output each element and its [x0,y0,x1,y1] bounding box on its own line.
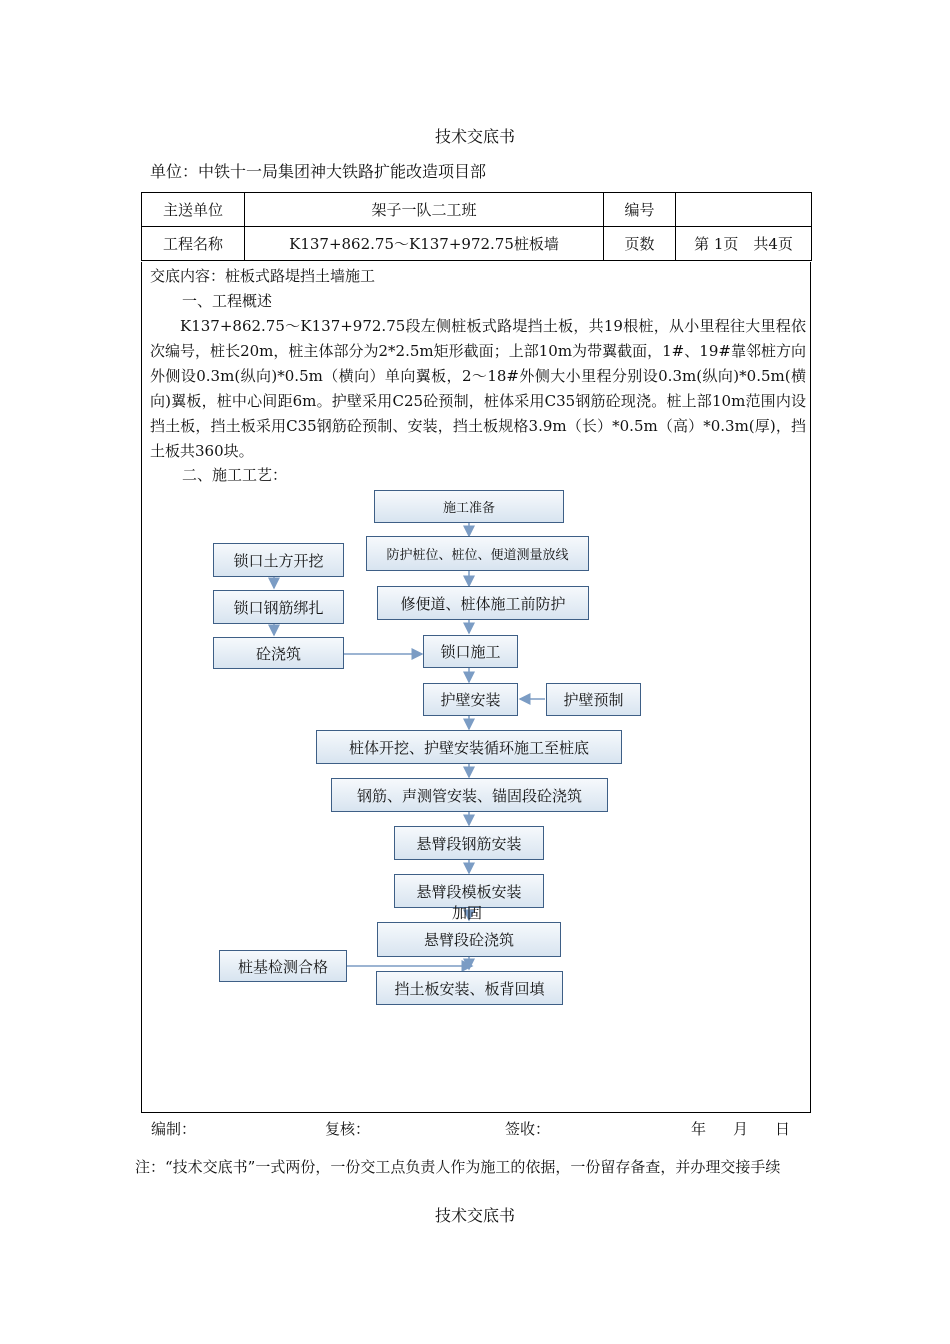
footer-year: 年 [691,1120,707,1138]
pages-value: 第 1页 共4页 [676,227,812,261]
flow-cant-rebar: 悬臂段钢筋安装 [394,826,544,860]
flow-wall-precast: 护壁预制 [546,683,641,716]
flow-lock-earth: 锁口土方开挖 [213,543,344,577]
flow-excavate: 桩体开挖、护壁安装循环施工至桩底 [316,730,622,764]
flow-overflow-text: 加固 [452,904,483,922]
flow-board: 挡土板安装、板背回填 [376,971,563,1005]
send-unit-label: 主送单位 [142,193,245,227]
footer-month: 月 [733,1120,749,1138]
document-note: 注：“技术交底书”一式两份，一份交工点负责人作为施工的依据，一份留存备查，并办理交接手续 [135,1158,781,1176]
number-label: 编号 [604,193,676,227]
overview-paragraph: K137+862.75～K137+972.75段左侧桩板式路堤挡土板，共19根桩，从小里程往大里程依次编号，桩长20m，桩主体部分为2*2.5m矩形截面；上部10m为带翼截面，1#、19#靠邻桩方向外侧设0.3m(纵向)*0.5m（横向）单向翼板，2～18#外侧大小里程分别设0.3m(纵向)*0.5m(横向)翼板，桩中心间距6m。护壁采用C25砼预制，桩体采用C35钢筋砼现浇。桩上部10m范围内设挡土板，挡土板采用C35钢筋砼预制、安装，挡土板规格3.9m（长）*0.5m（高）*0.3m(厚)，挡土板共360块。 [150,317,806,460]
project-value: K137+862.75～K137+972.75桩板墙 [245,227,604,261]
unit-line: 单位：中铁十一局集团神大铁路扩能改造项目部 [150,162,487,181]
flow-cant-concrete: 悬臂段砼浇筑 [377,922,561,957]
footer-receiver: 签收： [505,1120,551,1138]
send-unit-value: 架子一队二工班 [245,193,604,227]
bottom-title: 技术交底书 [434,1206,515,1225]
flow-prep: 施工准备 [374,490,564,523]
section-2-heading: 二、施工工艺： [182,466,288,484]
flow-lock-rebar: 锁口钢筋绑扎 [213,590,344,624]
flow-survey: 防护桩位、桩位、便道测量放线 [366,536,589,571]
flow-wall-install: 护壁安装 [423,683,518,716]
flow-lock: 锁口施工 [423,635,518,668]
flow-concrete: 砼浇筑 [213,637,344,669]
flow-pile-test: 桩基检测合格 [219,950,347,982]
project-label: 工程名称 [142,227,245,261]
flow-rebar-pipe: 钢筋、声测管安装、锚固段砼浇筑 [331,778,608,812]
document-title: 技术交底书 [434,127,515,146]
footer-day: 日 [775,1120,791,1138]
content-intro: 交底内容：桩板式路堤挡土墙施工 [150,267,376,285]
footer-reviewer: 复核： [325,1120,371,1138]
section-1-heading: 一、工程概述 [182,292,273,310]
flow-road: 修便道、桩体施工前防护 [377,586,589,620]
flow-cant-form: 悬臂段模板安装 [394,874,544,908]
pages-label: 页数 [604,227,676,261]
footer-editor: 编制： [151,1120,197,1138]
